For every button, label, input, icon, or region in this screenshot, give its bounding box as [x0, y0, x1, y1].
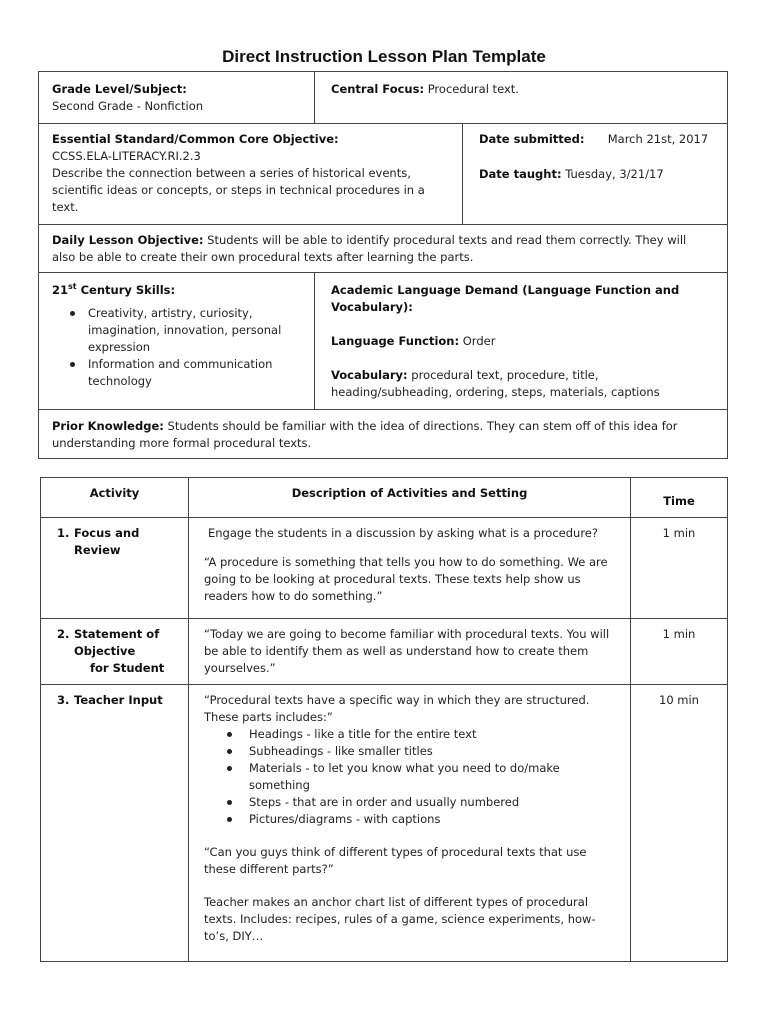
- activity-description-cell: [189, 619, 631, 685]
- activity-row: [41, 619, 728, 685]
- row-skills-language: [39, 273, 728, 410]
- activity-description: “A procedure is something that tells you how to do something. We are going to be looking at procedural texts. These texts help show us readers how to do something.”: [204, 555, 608, 603]
- activity-name: 3. Teacher Input: [57, 693, 163, 707]
- activity-description: Engage the students in a discussion by asking what is a procedure?: [208, 526, 598, 540]
- activity-description: “Procedural texts have a specific way in which they are structured. These parts includes:”: [204, 693, 590, 724]
- activity-time: 10 min: [659, 693, 699, 707]
- grade-level-value: Second Grade - Nonfiction: [52, 99, 204, 113]
- language-function-line: [331, 333, 711, 350]
- academic-language-label: Academic Language Demand (Language Function and Vocabulary):: [331, 283, 680, 314]
- standard-code: CCSS.ELA-LITERACY.RI.2.3: [52, 149, 201, 163]
- row-grade-focus: [39, 72, 728, 124]
- date-taught-label: Date taught:: [479, 167, 562, 181]
- description-header: Description of Activities and Setting: [291, 486, 528, 500]
- activity-name-cell: [41, 685, 189, 962]
- activities-header-row: [41, 478, 728, 518]
- activity-time-cell: [631, 685, 728, 962]
- date-taught-value: Tuesday, 3/21/17: [565, 167, 664, 181]
- activity-description-cell: [189, 685, 631, 962]
- activity-header-cell: [41, 478, 189, 518]
- document-title: Direct Instruction Lesson Plan Template: [222, 47, 546, 66]
- central-focus-value: Procedural text.: [427, 82, 519, 96]
- standard-text: Describe the connection between a series of historical events, scientific ideas or concepts, or steps in technical procedures in a text.: [52, 166, 425, 214]
- time-header: Time: [663, 494, 695, 508]
- vocabulary-value: procedural text, procedure, title, heading/subheading, ordering, steps, materials, captions: [331, 368, 660, 399]
- dates-cell: [463, 124, 728, 225]
- list-item: Steps - that are in order and usually numbered: [249, 794, 616, 811]
- date-submitted-label: Date submitted:: [479, 132, 585, 146]
- grade-level-cell: [39, 72, 315, 124]
- activity-description: “Can you guys think of different types of procedural texts that use these different parts?”: [204, 845, 587, 876]
- date-submitted-value: March 21st, 2017: [607, 132, 709, 146]
- century-skills-list: [52, 305, 301, 390]
- activities-table: [40, 477, 728, 962]
- activity-name-cell: [41, 619, 189, 685]
- activity-description: Teacher makes an anchor chart list of different types of procedural texts. Includes: recipes, rules of a game, science experiments, how-to’s, DIY…: [204, 895, 596, 943]
- vocabulary-label: Vocabulary:: [331, 368, 408, 382]
- daily-objective-value: Students will be able to identify procedural texts and read them correctly. They will also be able to create their own procedural texts after learning the parts.: [52, 233, 687, 264]
- list-item: Pictures/diagrams - with captions: [249, 811, 616, 828]
- activity-name: 2. Statement of Objective for Student: [57, 627, 165, 675]
- row-daily-objective: [39, 225, 728, 273]
- century-skills-label: 21st Century Skills:: [52, 282, 176, 297]
- activity-name: 1. Focus and Review: [57, 526, 140, 557]
- standard-cell: [39, 124, 463, 225]
- date-submitted-line: [479, 131, 714, 148]
- activity-time: 1 min: [662, 627, 696, 641]
- activity-row: [41, 518, 728, 619]
- grade-level-label: Grade Level/Subject:: [52, 82, 187, 96]
- skill-item: Creativity, artistry, curiosity, imagination, innovation, personal expression: [88, 305, 301, 356]
- vocabulary-line: [331, 367, 711, 401]
- list-item: Headings - like a title for the entire text: [249, 726, 616, 743]
- time-header-cell: [631, 478, 728, 518]
- central-focus-cell: [315, 72, 728, 124]
- activity-header: Activity: [89, 486, 140, 500]
- text-parts-list: [204, 726, 616, 828]
- activity-time-cell: [631, 619, 728, 685]
- prior-knowledge-value: Students should be familiar with the idea of directions. They can stem off of this idea for understanding more formal procedural texts.: [52, 419, 678, 450]
- daily-objective-cell: [39, 225, 728, 273]
- prior-knowledge-cell: [39, 410, 728, 459]
- activity-time-cell: [631, 518, 728, 619]
- activity-row: [41, 685, 728, 962]
- activity-description-cell: [189, 518, 631, 619]
- row-standard-dates: [39, 124, 728, 225]
- language-function-value: Order: [462, 334, 496, 348]
- prior-knowledge-label: Prior Knowledge:: [52, 419, 164, 433]
- row-prior-knowledge: [39, 410, 728, 459]
- academic-language-cell: [315, 273, 728, 410]
- language-function-label: Language Function:: [331, 334, 460, 348]
- date-taught-line: [479, 166, 714, 183]
- list-item: Subheadings - like smaller titles: [249, 743, 616, 760]
- century-skills-cell: [39, 273, 315, 410]
- list-item: Materials - to let you know what you need to do/make something: [249, 760, 616, 794]
- standard-label: Essential Standard/Common Core Objective:: [52, 132, 339, 146]
- lesson-plan-table: [38, 71, 728, 459]
- central-focus-label: Central Focus:: [331, 82, 425, 96]
- description-header-cell: [189, 478, 631, 518]
- skill-item: Information and communication technology: [88, 356, 301, 390]
- activity-name-cell: [41, 518, 189, 619]
- activity-time: 1 min: [662, 526, 696, 540]
- daily-objective-label: Daily Lesson Objective:: [52, 233, 204, 247]
- activity-description: “Today we are going to become familiar with procedural texts. You will be able to identify them as well as understand how to create them yourselves.”: [204, 627, 610, 675]
